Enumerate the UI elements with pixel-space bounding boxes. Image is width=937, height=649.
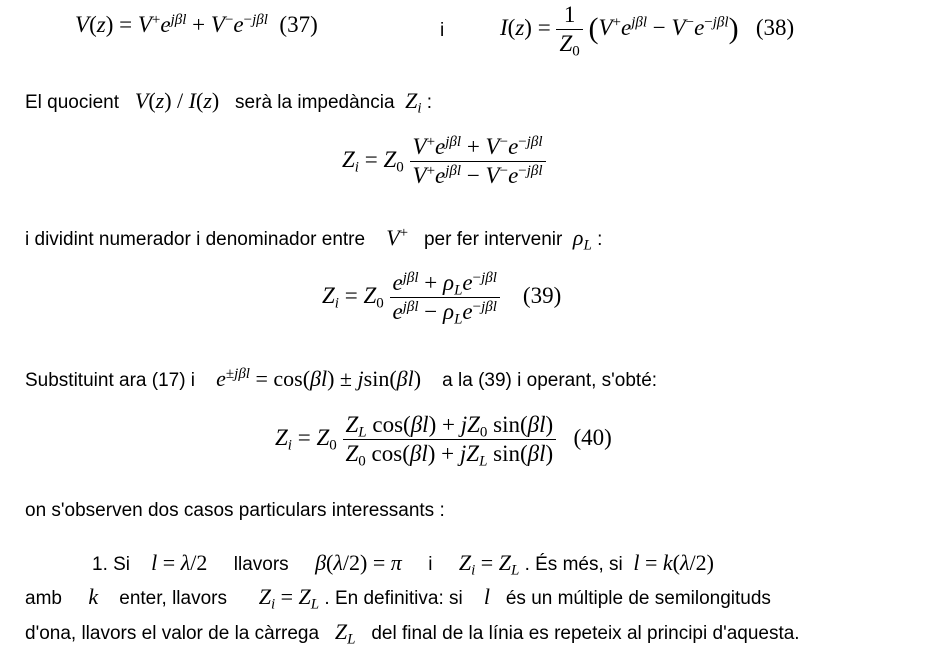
eq40-label: (40) [573,424,612,450]
equation-39: $Z_i = Z_0$ $\frac{e^{j\beta l} + \rho_Le^{-j\beta l}}{e^{j\beta l} - \rho_Le^{-j\beta l}}$ (39) [322,269,562,328]
equation-zi: $Z_i = Z_0$ $\frac{V^+e^{j\beta l} + V^-e^{-j\beta l}}{V^+e^{j\beta l} - V^-e^{-j\beta l}}$ [342,134,546,189]
item1-line3-a: d'ona, llavors el valor de la càrrega [25,623,320,644]
paragraph-dividint: i dividint numerador i denominador entre V+ per fer intervenir $\rho_L$ : [25,224,603,254]
para2-colon: : [597,229,603,250]
item1-line2-c: . En definitiva: si [324,588,463,609]
item1-line2-b: enter, llavors [119,588,227,609]
para3-text-before: Substituint ara (17) i [25,370,196,391]
equation-37: $V(z) = V^+e^{j\beta l} + V^-e^{-j\beta l}$ (37) [75,11,318,37]
equation-40: $Z_i = Z_0$ $\frac{Z_L \cos(\beta l) + jZ_0 \sin(\beta l)}{Z_0 \cos(\beta l) + jZ_L \sin(\beta l)}$ (40) [275,412,612,470]
equation-connector: i [440,20,445,41]
item1-line1: 1. Si l = λ/2 llavors β(λ/2) = π i $Z_i = Z_L$ . És més, si l = k(λ/2) [92,550,714,579]
item1-w3: . És més, si [524,554,623,575]
item1-line2-a: amb [25,588,62,609]
para2-text-middle: per fer intervenir [423,229,563,250]
para3-text-after: a la (39) i operant, s'obté: [442,370,658,391]
eq39-label: (39) [522,282,562,308]
paragraph-substituint: Substituint ara (17) i $e^{\pm j\beta l} = \cos(\beta l) \pm jsin(\beta l)$ a la (39) i operant, s'obté: [25,365,658,391]
paragraph-quocient: El quocient V(z) / I(z) serà la impedància $Z_i$ : [25,88,433,117]
eq37-label: (37) [279,12,318,37]
paragraph-casos: on s'observen dos casos particulars interessants : [25,500,445,521]
para1-text-after: serà la impedància [235,92,395,113]
item1-line3: d'ona, llavors el valor de la càrrega $Z_L$ del final de la línia es repeteix al principi d'aquesta. [25,619,800,648]
item1-number: 1. Si [92,554,131,575]
item1-line2-d: és un múltiple de semilongituds [505,588,771,609]
item1-line3-b: del final de la línia es repeteix al principi d'aquesta. [371,623,800,644]
para1-colon: : [426,92,433,113]
equation-38: I(z) = $\frac{1}{Z_0}$ $(V^+e^{j\beta l} - V^-e^{-j\beta l})$ (38) [500,2,795,60]
para1-text-before: El quocient [25,92,120,113]
para2-text-before: i dividint numerador i denominador entre [25,229,366,250]
item1-w2: i [428,554,433,575]
item1-w1: llavors [233,554,289,575]
item1-line2: amb k enter, llavors $Z_i = Z_L$ . En definitiva: si l és un múltiple de semilongituds [25,584,771,613]
eq38-label: (38) [755,14,795,40]
